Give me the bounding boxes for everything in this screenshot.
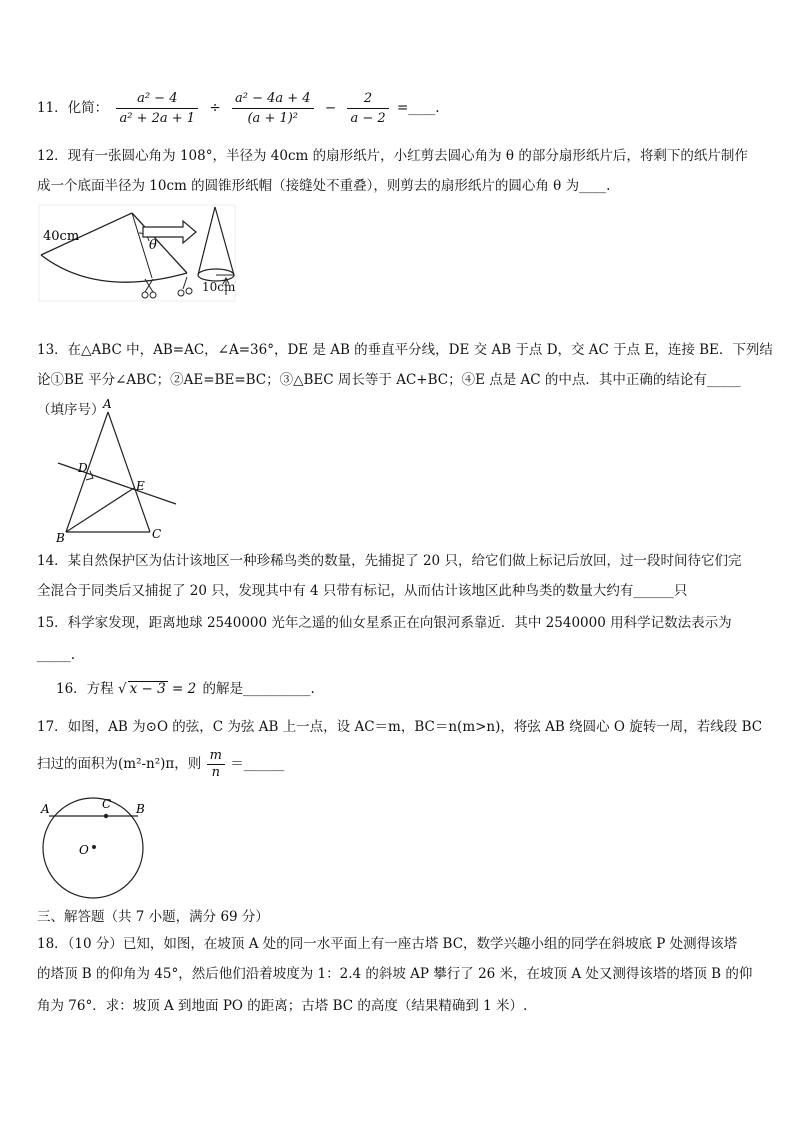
q11-f1-numerator: a² − 4 [116, 90, 198, 109]
q17-numerator: m [207, 749, 225, 765]
q12-theta-label: θ [149, 238, 157, 253]
label-B: B [56, 531, 65, 544]
question-12-line-1: 12．现有一张圆心角为 108°，半径为 40cm 的扇形纸片，小红剪去圆心角为 θ 的部分扇形纸片后，将剩下的纸片制作 [37, 148, 748, 164]
q17-fraction [207, 749, 225, 780]
q11-f3-numerator: 2 [347, 90, 388, 109]
label-O: O [79, 843, 89, 857]
q11-answer-blank: =____. [396, 100, 440, 116]
q16-radicand: x − 3 [129, 681, 166, 697]
q16-equals: = 2 [172, 681, 197, 697]
q11-f2-denominator: (a + 1)² [247, 111, 299, 126]
line-DE [58, 463, 176, 504]
q12-radius-label: 40cm [43, 229, 80, 244]
question-14-line-2: 全混合于同类后又捕捉了 20 只，发现其中有 4 只带有标记，从而估计该地区此种鸟类的数量大约有______只 [37, 583, 688, 599]
cone-left-edge [198, 207, 215, 275]
arrow-right-icon [143, 221, 196, 243]
question-16 [56, 679, 766, 699]
label-A: A [103, 397, 112, 411]
question-17-line-2 [37, 744, 766, 784]
q17-answer-blank: ＝______ [230, 756, 285, 772]
question-12-line-2: 成一个底面半径为 10cm 的圆锥形纸帽（接缝处不重叠），则剪去的扇形纸片的圆心角 θ 为____. [37, 178, 611, 194]
cone-right-edge [215, 207, 234, 275]
q11-minus-sign: − [324, 100, 337, 116]
section-title: 三、解答题（共 7 小题，满分 69 分） [37, 909, 269, 925]
q11-f3-denominator: a − 2 [350, 111, 386, 126]
question-13-line-2: 论①BE 平分∠ABC；②AE=BE=BC；③△BEC 周长等于 AC+BC；④E 点是 AC 的中点．其中正确的结论有_____ [37, 372, 741, 388]
q17-circle-figure [37, 792, 157, 904]
q11-fraction-3 [347, 90, 388, 127]
q11-f2-numerator: a² − 4a + 4 [232, 90, 314, 109]
side-AC [108, 412, 150, 532]
label-C: C [152, 527, 162, 541]
question-15-line-1: 15．科学家发现，距离地球 2540000 光年之遥的仙女星系正在向银河系靠近．其中 2540000 用科学记数法表示为 [37, 615, 732, 631]
question-14-line-1: 14．某自然保护区为估计该地区一种珍稀鸟类的数量，先捕捉了 20 只，给它们做上标记后放回，过一段时间待它们完 [37, 553, 742, 569]
question-18-line-3: 角为 76°．求：坡顶 A 到地面 PO 的距离；古塔 BC 的高度（结果精确到 1 米）. [37, 998, 528, 1014]
question-18-line-1: 18．（10 分）已知，如图，在坡顶 A 处的同一水平面上有一座古塔 BC，数学兴趣小组的同学在斜坡底 P 处测得该塔 [37, 936, 738, 952]
q16-answer-blank: 的解是__________. [202, 681, 315, 697]
segment-BE [66, 488, 134, 532]
q17-denominator: n [211, 765, 220, 780]
sqrt-symbol: √ [117, 681, 127, 697]
label-C: C [102, 797, 112, 811]
point-C [104, 814, 108, 818]
label-E: E [136, 479, 145, 493]
question-18-line-2: 的塔顶 B 的仰角为 45°，然后他们沿着坡度为 1：2.4 的斜坡 AP 攀行了 26 米，在坡顶 A 处又测得该塔的塔顶 B 的仰 [37, 966, 753, 982]
question-13-line-3: （填序号） [37, 402, 105, 418]
q11-fraction-1 [116, 90, 198, 127]
question-13-line-1: 13．在△ABC 中，AB=AC，∠A=36°，DE 是 AB 的垂直平分线，DE 交 AB 于点 D，交 AC 于点 E，连接 BE．下列结 [37, 342, 773, 358]
question-11 [37, 86, 766, 130]
label-A: A [41, 802, 50, 816]
question-17-line-1: 17．如图，AB 为⊙O 的弦，C 为弦 AB 上一点，设 AC＝m，BC＝n(m>n)，将弦 AB 绕圆心 O 旋转一周，若线段 BC [37, 719, 763, 735]
point-O [92, 845, 96, 849]
label-B: B [136, 802, 145, 816]
q16-prefix: 16．方程 [56, 681, 114, 697]
q11-divide-sign: ÷ [209, 100, 221, 116]
q12-base-label: 10cm [202, 280, 236, 294]
q11-f1-denominator: a² + 2a + 1 [119, 111, 196, 126]
label-D: D [78, 461, 88, 475]
question-15-line-2: _____. [37, 647, 76, 663]
q11-prefix: 11．化简： [37, 100, 109, 116]
q13-triangle-figure [50, 396, 190, 544]
q17-line2-prefix: 扫过的面积为(m²-n²)π，则 [37, 756, 202, 772]
q11-fraction-2 [232, 90, 314, 127]
